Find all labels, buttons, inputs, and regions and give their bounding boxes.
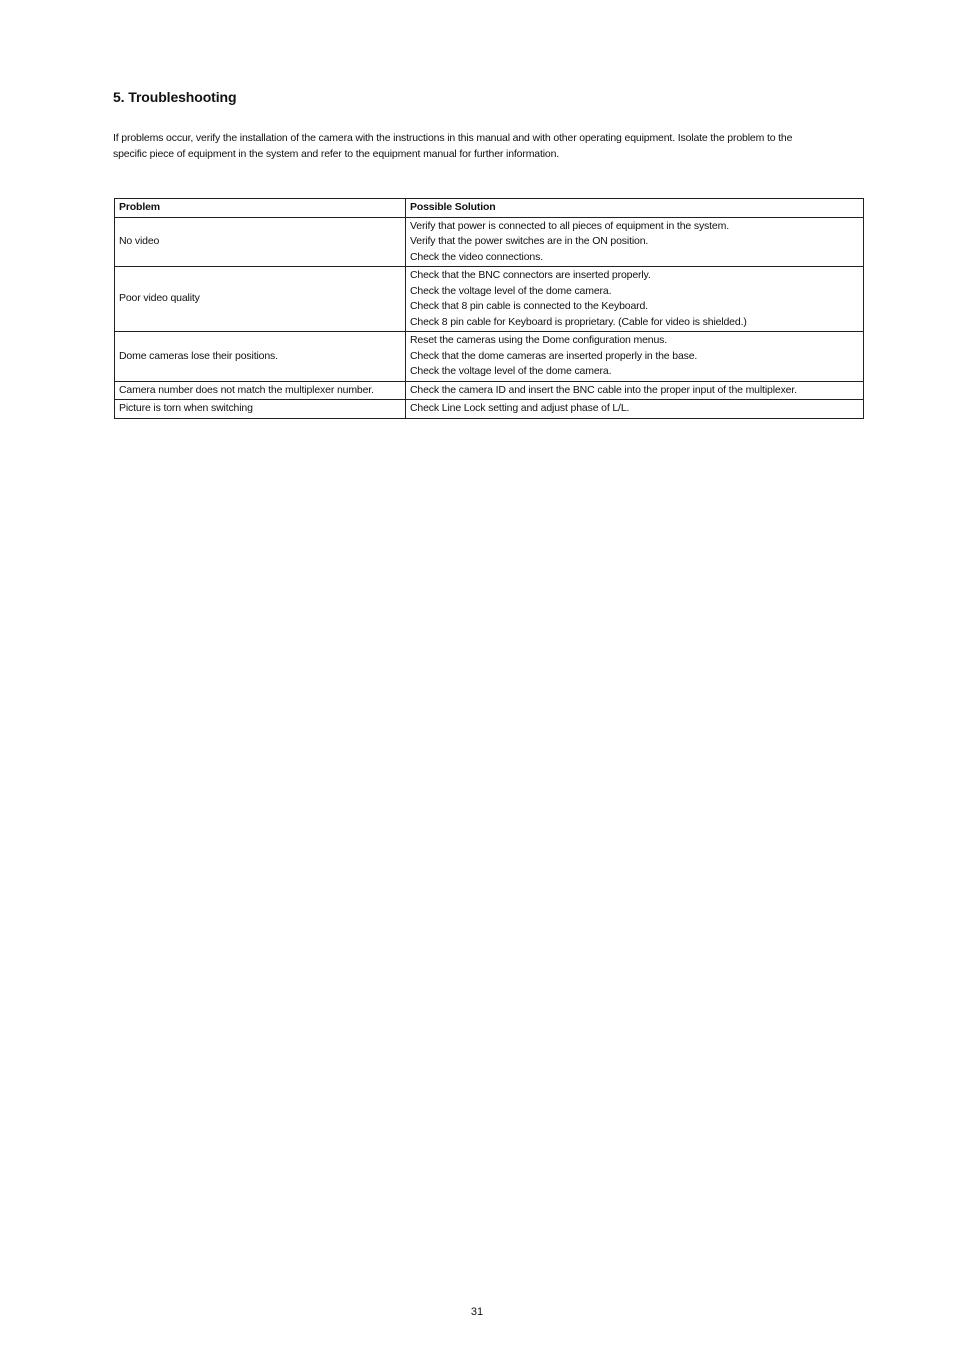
intro-line: If problems occur, verify the installation of the camera with the instructions in this manual and with other operating equipment. Isolate the problem to the [113,132,793,144]
problem-cell: Poor video quality [115,267,406,332]
table-header-row [115,199,864,218]
solution-line: Check that 8 pin cable is connected to the Keyboard. [410,300,648,312]
solution-line: Check that the BNC connectors are inserted properly. [410,269,651,281]
intro-paragraph [113,131,873,162]
solution-cell [406,381,864,400]
header-possible-solution: Possible Solution [406,199,864,218]
solution-line: Check Line Lock setting and adjust phase of L/L. [410,402,630,414]
solution-line: Check that the dome cameras are inserted properly in the base. [410,349,698,362]
section-title: 5. Troubleshooting [113,89,237,105]
solution-line: Check the voltage level of the dome camera. [410,365,612,377]
table-row [115,332,864,382]
solution-line: Verify that the power switches are in the ON position. [410,235,649,247]
solution-line: Reset the cameras using the Dome configuration menus. [410,334,668,346]
solution-line: Check the voltage level of the dome camera. [410,284,612,297]
solution-cell [406,400,864,419]
solution-line: Check 8 pin cable for Keyboard is proprietary. (Cable for video is shielded.) [410,315,747,328]
table-row [115,267,864,332]
problem-cell: Picture is torn when switching [115,400,406,419]
problem-cell: Camera number does not match the multiplexer number. [115,381,406,400]
intro-line: specific piece of equipment in the system and refer to the equipment manual for further information. [113,147,560,160]
solution-cell [406,267,864,332]
problem-cell: No video [115,217,406,267]
solution-cell [406,217,864,267]
solution-line: Check the camera ID and insert the BNC cable into the proper input of the multiplexer. [410,383,797,396]
problem-cell: Dome cameras lose their positions. [115,332,406,382]
table-row [115,217,864,267]
solution-line: Check the video connections. [410,250,543,263]
table-row [115,381,864,400]
table-row [115,400,864,419]
solution-cell [406,332,864,382]
header-problem: Problem [115,199,406,218]
solution-line: Verify that power is connected to all pieces of equipment in the system. [410,219,729,232]
troubleshooting-table [114,198,864,419]
page-number: 31 [470,1306,484,1318]
